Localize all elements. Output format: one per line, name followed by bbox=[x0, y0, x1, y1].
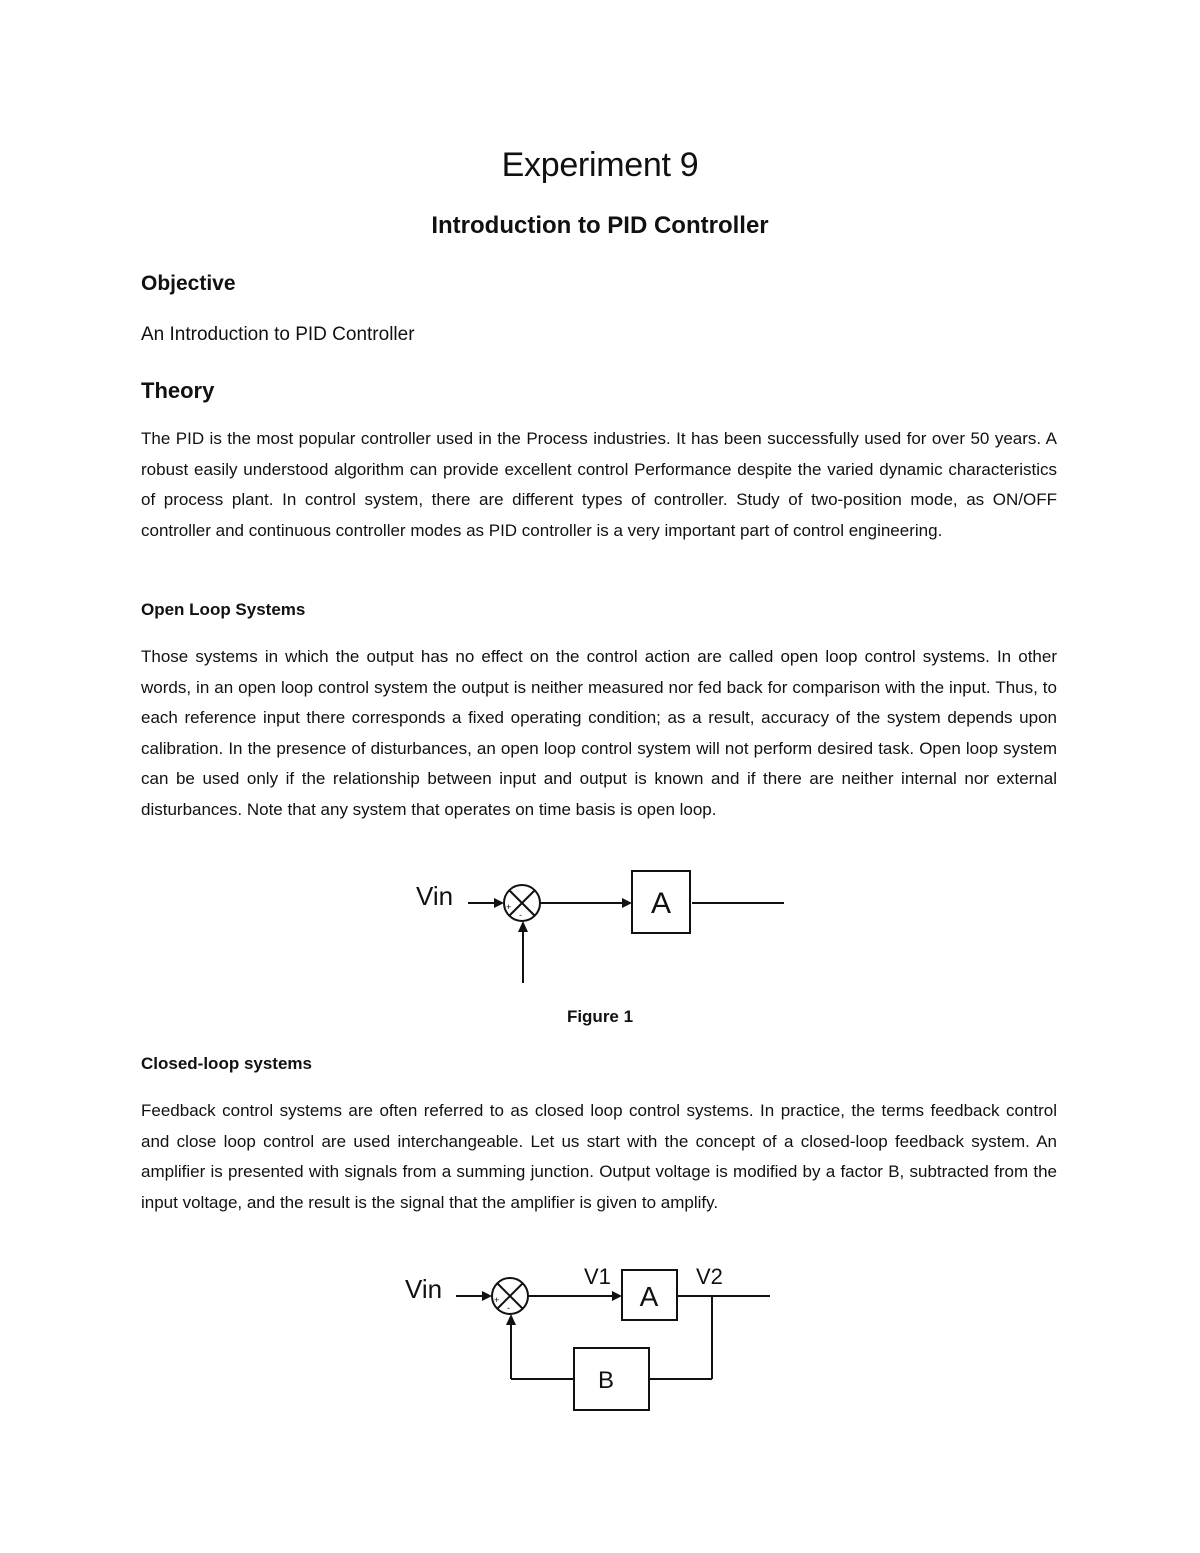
figure-2-v1-label: V1 bbox=[584, 1264, 611, 1289]
theory-paragraph: The PID is the most popular controller used in the Process industries. It has been successfully used for over 50 years. A robust easily understood algorithm can provide excellent control Performance despite the varied dynamic characteristics of process plant. In control system, there are different types of controller. Study of two-position mode, as ON/OFF controller and continuous controller modes as PID controller is a very important part of control engineering. bbox=[141, 429, 1057, 540]
svg-text:+: + bbox=[506, 902, 512, 912]
closed-loop-heading: Closed-loop systems bbox=[141, 1054, 312, 1073]
figure-2-vin-label: Vin bbox=[405, 1274, 443, 1304]
open-loop-heading: Open Loop Systems bbox=[141, 600, 306, 619]
figure-1-block-a-label: A bbox=[650, 887, 672, 920]
figure-1-vin-label: Vin bbox=[416, 881, 454, 911]
figure-2-v2-label: V2 bbox=[696, 1264, 723, 1289]
figure-1-diagram bbox=[400, 855, 800, 990]
svg-text:-: - bbox=[519, 910, 522, 920]
objective-heading: Objective bbox=[141, 272, 236, 295]
page-title: Experiment 9 bbox=[501, 146, 699, 184]
theory-heading: Theory bbox=[141, 378, 215, 403]
closed-loop-paragraph: Feedback control systems are often referred to as closed loop control systems. In practice, the terms feedback control and close loop control are used interchangeable. Let us start with the concept of a closed-loop feedback system. An amplifier is presented with signals from a summing junction. Output voltage is modified by a factor B, subtracted from the input voltage, and the result is the signal that the amplifier is given to amplify. bbox=[141, 1101, 1057, 1212]
figure-2-block-b-label: B bbox=[597, 1367, 615, 1394]
objective-text: An Introduction to PID Controller bbox=[141, 324, 415, 345]
svg-text:-: - bbox=[507, 1303, 510, 1313]
figure-1-summing-junction bbox=[504, 885, 540, 921]
open-loop-paragraph: Those systems in which the output has no effect on the control action are called open loop control systems. In other words, in an open loop control system the output is neither measured nor fed back for comparison with the input. Thus, to each reference input there corresponds a fixed operating condition; as a result, accuracy of the system depends upon calibration. In the presence of disturbances, an open loop control system will not perform desired task. Open loop system can be used only if the relationship between input and output is known and if there are neither internal nor external disturbances. Note that any system that operates on time basis is open loop. bbox=[141, 647, 1057, 819]
page-subtitle: Introduction to PID Controller bbox=[431, 212, 769, 239]
figure-2-summing-junction bbox=[492, 1278, 528, 1314]
figure-1-caption: Figure 1 bbox=[566, 1007, 634, 1026]
figure-2-diagram bbox=[400, 1258, 780, 1418]
figure-2-block-a-label: A bbox=[639, 1281, 659, 1312]
svg-text:+: + bbox=[494, 1295, 500, 1305]
